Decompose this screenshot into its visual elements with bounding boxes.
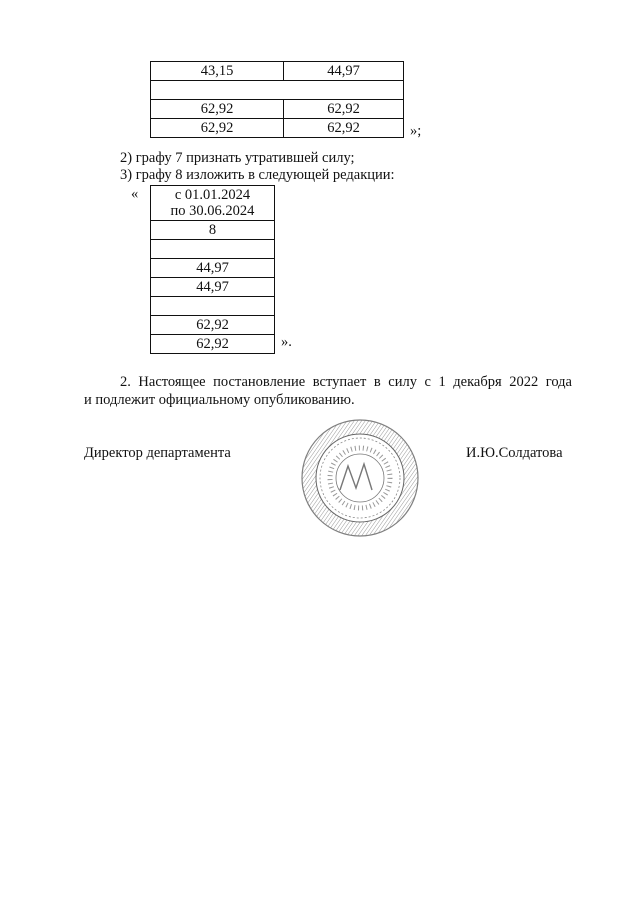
table-cell: 62,92 bbox=[151, 335, 275, 354]
table-cell: 8 bbox=[151, 221, 275, 240]
table-row bbox=[151, 259, 275, 278]
table-cell: 44,97 bbox=[151, 278, 275, 297]
table-header-row bbox=[151, 186, 275, 221]
item-2-text: 2) графу 7 признать утратившей силу; bbox=[120, 150, 355, 166]
signatory-name: И.Ю.Солдатова bbox=[466, 445, 563, 461]
table-row bbox=[151, 119, 404, 138]
table-cell: 44,97 bbox=[151, 259, 275, 278]
table-row bbox=[151, 62, 404, 81]
table1-end-mark: »; bbox=[410, 123, 422, 139]
table-new-column bbox=[150, 185, 275, 354]
official-seal-icon bbox=[290, 418, 430, 538]
table-cell: 62,92 bbox=[284, 119, 404, 138]
table-cell: 44,97 bbox=[284, 62, 404, 81]
table-row bbox=[151, 316, 275, 335]
header-line-2: по 30.06.2024 bbox=[170, 203, 255, 219]
item-3-text: 3) графу 8 изложить в следующей редакции: bbox=[120, 167, 395, 183]
table-row bbox=[151, 297, 275, 316]
table-row bbox=[151, 100, 404, 119]
table-row bbox=[151, 335, 275, 354]
clause-2 bbox=[84, 373, 572, 409]
signatory-position: Директор департамента bbox=[84, 445, 231, 461]
table-cell: 62,92 bbox=[284, 100, 404, 119]
table-cell: 62,92 bbox=[151, 316, 275, 335]
table-row bbox=[151, 240, 275, 259]
table-cell: 43,15 bbox=[151, 62, 284, 81]
table-cell: 62,92 bbox=[151, 100, 284, 119]
table-cell bbox=[151, 297, 275, 316]
table2-open-mark: « bbox=[131, 186, 139, 202]
table-cell: 62,92 bbox=[151, 119, 284, 138]
table-row bbox=[151, 221, 275, 240]
clause-2-line-2: и подлежит официальному опубликованию. bbox=[84, 392, 355, 408]
clause-2-line-1: 2. Настоящее постановление вступает в силу с 1 декабря 2022 года bbox=[120, 374, 572, 390]
table-cell bbox=[151, 81, 404, 100]
header-line-1: с 01.01.2024 bbox=[174, 187, 251, 203]
table-header-cell bbox=[151, 186, 275, 221]
table-cell bbox=[151, 240, 275, 259]
table2-end-mark: ». bbox=[281, 334, 292, 350]
table-row bbox=[151, 81, 404, 100]
table-row bbox=[151, 278, 275, 297]
table-continuation bbox=[150, 61, 404, 138]
